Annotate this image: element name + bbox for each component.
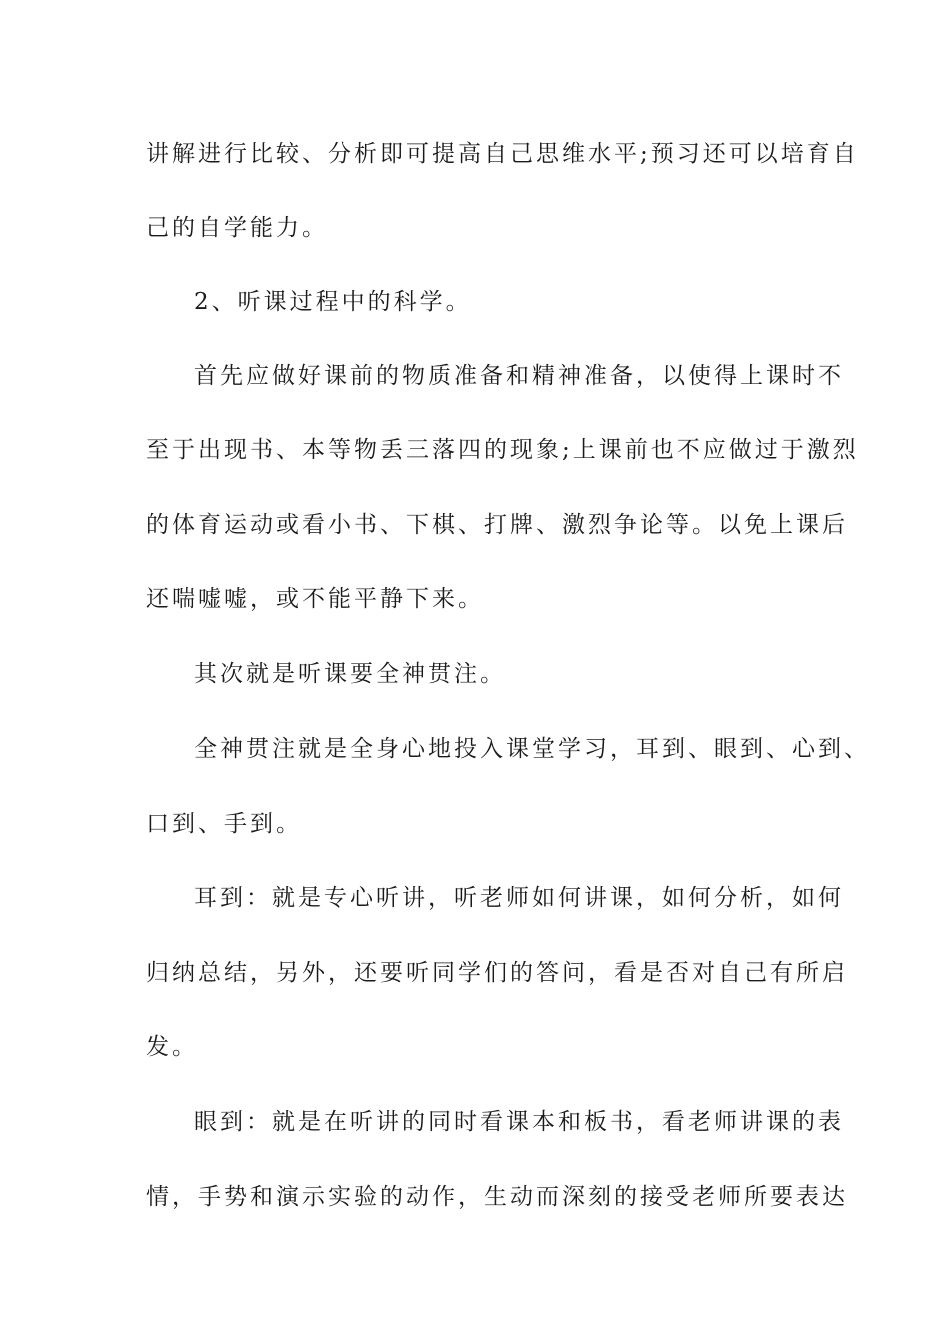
paragraph-start-line: 耳到：就是专心听讲，听老师如何讲课，如何分析，如何: [194, 885, 844, 911]
paragraph-start-line: 眼到：就是在听讲的同时看课本和板书，看老师讲课的表: [194, 1109, 844, 1135]
paragraph-start-line: 其次就是听课要全神贯注。: [194, 661, 506, 687]
text-line: 情，手势和演示实验的动作，生动而深刻的接受老师所要表达: [146, 1184, 848, 1210]
text-line: 归纳总结，另外，还要听同学们的答问，看是否对自己有所启: [146, 960, 848, 986]
text-line: 发。: [146, 1034, 198, 1060]
section-heading: 2、听课过程中的科学。: [194, 289, 472, 315]
paragraph-start-line: 全神贯注就是全身心地投入课堂学习，耳到、眼到、心到、: [194, 736, 870, 762]
text-line: 讲解进行比较、分析即可提高自己思维水平;预习还可以培育自: [146, 141, 859, 167]
text-line: 的体育运动或看小书、下棋、打牌、激烈争论等。以免上课后: [146, 512, 848, 538]
text-line: 口到、手到。: [146, 811, 302, 837]
text-line: 己的自学能力。: [146, 215, 328, 241]
paragraph-start-line: 首先应做好课前的物质准备和精神准备，以使得上课时不: [194, 363, 844, 389]
text-line: 还喘嘘嘘，或不能平静下来。: [146, 586, 484, 612]
text-line: 至于出现书、本等物丢三落四的现象;上课前也不应做过于激烈: [146, 437, 859, 463]
